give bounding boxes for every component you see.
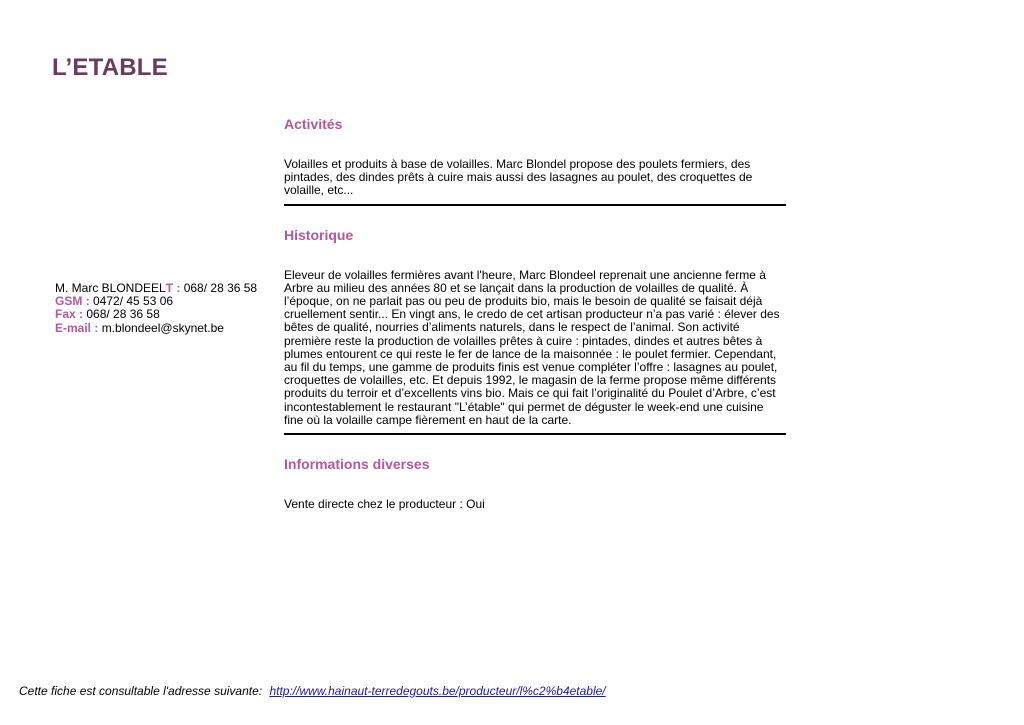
footer-text: Cette fiche est consultable l'adresse suivante: (19, 684, 263, 698)
section-divider (284, 433, 786, 435)
section-informations-diverses (284, 456, 786, 511)
section-heading: Activités (284, 116, 343, 132)
email-value: m.blondeel@skynet.be (101, 320, 224, 335)
main-content (284, 116, 786, 511)
footer-link[interactable]: http://www.hainaut-terredegouts.be/producteur/l%c2%b4etable/ (269, 684, 606, 698)
section-heading: Historique (284, 226, 354, 243)
phone-label: T : (165, 281, 184, 295)
contact-name: M. Marc BLONDEEL (55, 281, 166, 295)
section-activites (284, 116, 786, 206)
contact-block (55, 282, 280, 335)
section-heading: Informations diverses (284, 456, 430, 473)
section-text: Volailles et produits à base de volailles. Marc Blondel propose des poulets fermiers, des pintades, des dindes prêts à cuire mais aussi des lasagnes au poulet, des croquettes de volaille, etc... (284, 157, 753, 198)
page-title: L’ETABLE (52, 54, 168, 81)
phone-value: 068/ 28 36 58 (183, 281, 258, 295)
fax-value: 068/ 28 36 58 (86, 307, 160, 322)
section-divider (284, 204, 786, 206)
footer (19, 684, 606, 698)
fax-label: Fax : (55, 307, 87, 322)
section-text: Vente directe chez le producteur : Oui (284, 497, 485, 512)
gsm-value: 0472/ 45 53 06 (93, 294, 174, 309)
section-historique (284, 227, 786, 435)
section-text: Eleveur de volailles fermières avant l'heure, Marc Blondeel reprenait une ancienne ferme à Arbre au milieu des années 80 et se lançait dans la production de volailles de qualité. À l’époque, on ne parlait pas ou peu de produits bio, mais le besoin de qualité se faisait déjà cruellement sentir... En vingt ans, le credo de cet artisan producteur n’a pas varié : élever des bêtes de qualité, nourries d’aliments naturels, dans le respect de l’animal. Son activité première reste la production de volailles prêtes à cuire : pintades, dindes et autres bêtes à plumes entourent ce qui reste le fer de lance de la maisonnée : le poulet fermier. Cependant, au fil du temps, une gamme de produits finis est venue compléter l’offre : lasagnes au poulet, croquettes de volailles, etc. Et depuis 1992, le magasin de la ferme propose même différents produits du terroir et d’excellents vins bio. Mais ce qui fait l’originalité du Poulet d’Arbre, c’est incontestablement le restaurant "L’étable" qui permet de déguster le week-end une cuisine fine où la volaille campe fièrement en haut de la carte. (284, 267, 780, 427)
email-label: E-mail : (55, 320, 102, 335)
gsm-label: GSM : (55, 294, 93, 309)
email-line (55, 322, 280, 335)
